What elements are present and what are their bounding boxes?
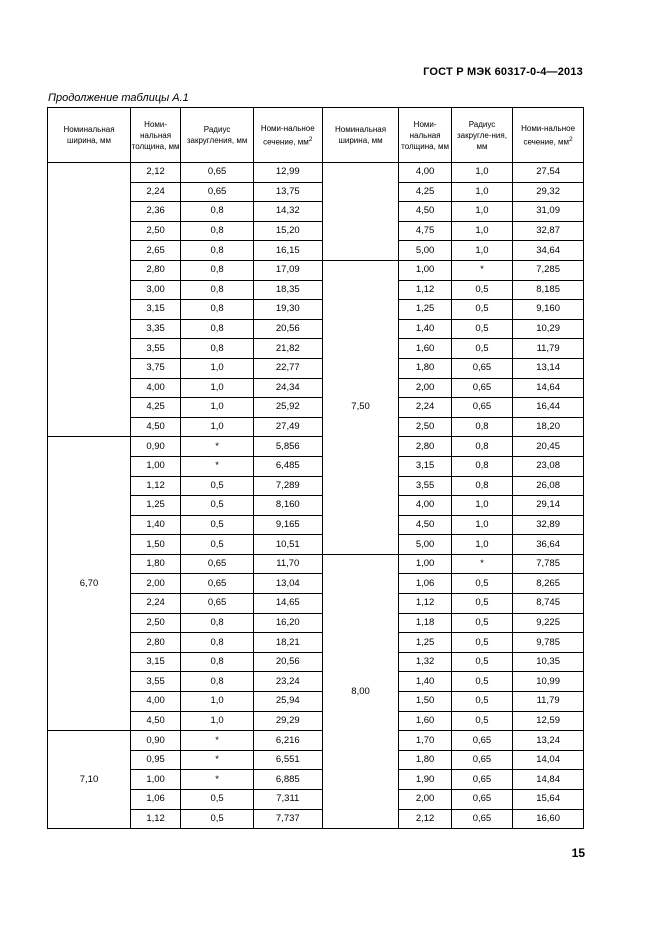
right-radius-cell: 1,0 xyxy=(451,163,512,183)
right-thickness-cell: 2,80 xyxy=(399,437,451,457)
right-thickness-cell: 5,00 xyxy=(399,535,451,555)
right-section-cell: 27,54 xyxy=(513,163,584,183)
right-thickness-cell: 2,00 xyxy=(399,378,451,398)
right-section-cell: 9,225 xyxy=(513,613,584,633)
right-thickness-cell: 1,25 xyxy=(399,633,451,653)
left-thickness-cell: 3,15 xyxy=(131,652,181,672)
col-header-section-right-text: Номи-нальное сечение, мм xyxy=(521,123,576,147)
right-thickness-cell: 1,40 xyxy=(399,319,451,339)
right-thickness-cell: 2,24 xyxy=(399,398,451,418)
right-radius-cell: 0,5 xyxy=(451,594,512,614)
right-section-cell: 34,64 xyxy=(513,241,584,261)
left-section-cell: 13,75 xyxy=(253,182,322,202)
left-radius-cell: 0,8 xyxy=(181,202,254,222)
left-section-cell: 5,856 xyxy=(253,437,322,457)
left-radius-cell: * xyxy=(181,770,254,790)
left-thickness-cell: 0,90 xyxy=(131,437,181,457)
right-radius-cell: 0,65 xyxy=(451,398,512,418)
table-row xyxy=(48,731,584,751)
left-thickness-cell: 1,12 xyxy=(131,476,181,496)
left-section-cell: 8,160 xyxy=(253,496,322,516)
right-radius-cell: 0,5 xyxy=(451,672,512,692)
col-header-section-right xyxy=(513,108,584,163)
left-section-cell: 19,30 xyxy=(253,300,322,320)
left-radius-cell: 0,65 xyxy=(181,182,254,202)
right-thickness-cell: 1,60 xyxy=(399,711,451,731)
left-radius-cell: 0,8 xyxy=(181,319,254,339)
right-thickness-cell: 1,70 xyxy=(399,731,451,751)
left-section-cell: 25,92 xyxy=(253,398,322,418)
left-thickness-cell: 2,24 xyxy=(131,594,181,614)
left-section-cell: 14,32 xyxy=(253,202,322,222)
left-width-cell: 7,10 xyxy=(48,731,131,829)
right-radius-cell: 0,65 xyxy=(451,809,512,829)
right-section-cell: 9,785 xyxy=(513,633,584,653)
right-section-cell: 8,745 xyxy=(513,594,584,614)
left-radius-cell: 1,0 xyxy=(181,398,254,418)
right-thickness-cell: 3,55 xyxy=(399,476,451,496)
left-radius-cell: 1,0 xyxy=(181,358,254,378)
right-section-cell: 20,45 xyxy=(513,437,584,457)
right-thickness-cell: 1,00 xyxy=(399,260,451,280)
left-thickness-cell: 1,00 xyxy=(131,456,181,476)
right-section-cell: 11,79 xyxy=(513,692,584,712)
right-radius-cell: 0,5 xyxy=(451,339,512,359)
right-section-cell: 29,14 xyxy=(513,496,584,516)
right-thickness-cell: 1,40 xyxy=(399,672,451,692)
left-thickness-cell: 3,55 xyxy=(131,672,181,692)
right-thickness-cell: 2,50 xyxy=(399,417,451,437)
right-radius-cell: 1,0 xyxy=(451,515,512,535)
left-radius-cell: 0,5 xyxy=(181,809,254,829)
right-radius-cell: 0,65 xyxy=(451,731,512,751)
right-thickness-cell: 1,18 xyxy=(399,613,451,633)
left-section-cell: 17,09 xyxy=(253,260,322,280)
left-thickness-cell: 3,15 xyxy=(131,300,181,320)
left-section-cell: 6,885 xyxy=(253,770,322,790)
left-thickness-cell: 4,50 xyxy=(131,417,181,437)
left-radius-cell: 0,65 xyxy=(181,574,254,594)
left-thickness-cell: 1,00 xyxy=(131,770,181,790)
right-section-cell: 7,785 xyxy=(513,554,584,574)
right-section-cell: 32,87 xyxy=(513,221,584,241)
left-thickness-cell: 2,80 xyxy=(131,260,181,280)
right-thickness-cell: 1,32 xyxy=(399,652,451,672)
left-radius-cell: 0,5 xyxy=(181,790,254,810)
left-radius-cell: 1,0 xyxy=(181,692,254,712)
left-section-cell: 7,289 xyxy=(253,476,322,496)
right-thickness-cell: 1,12 xyxy=(399,280,451,300)
left-section-cell: 9,165 xyxy=(253,515,322,535)
right-thickness-cell: 2,12 xyxy=(399,809,451,829)
right-section-cell: 26,08 xyxy=(513,476,584,496)
left-section-cell: 15,20 xyxy=(253,221,322,241)
left-thickness-cell: 0,90 xyxy=(131,731,181,751)
table-caption: Продолжение таблицы А.1 xyxy=(48,92,189,104)
right-width-cell: 7,50 xyxy=(322,260,399,554)
left-radius-cell: 0,8 xyxy=(181,300,254,320)
right-radius-cell: 0,5 xyxy=(451,319,512,339)
right-radius-cell: * xyxy=(451,554,512,574)
table-row xyxy=(48,437,584,457)
col-header-thickness-right: Номи-нальная толщина, мм xyxy=(399,108,451,163)
right-section-cell: 15,64 xyxy=(513,790,584,810)
left-thickness-cell: 3,35 xyxy=(131,319,181,339)
col-header-section-text: Номи-нальное сечение, мм xyxy=(260,123,315,147)
left-section-cell: 24,34 xyxy=(253,378,322,398)
left-radius-cell: 0,8 xyxy=(181,260,254,280)
right-thickness-cell: 1,00 xyxy=(399,554,451,574)
left-radius-cell: 1,0 xyxy=(181,417,254,437)
left-radius-cell: 0,5 xyxy=(181,535,254,555)
right-thickness-cell: 1,80 xyxy=(399,750,451,770)
left-thickness-cell: 2,50 xyxy=(131,221,181,241)
left-radius-cell: 0,65 xyxy=(181,554,254,574)
right-radius-cell: 0,65 xyxy=(451,378,512,398)
right-thickness-cell: 4,50 xyxy=(399,202,451,222)
right-radius-cell: 0,65 xyxy=(451,750,512,770)
left-section-cell: 12,99 xyxy=(253,163,322,183)
left-radius-cell: * xyxy=(181,731,254,751)
table-row xyxy=(48,163,584,183)
left-radius-cell: 0,65 xyxy=(181,163,254,183)
col-header-section-sup: 2 xyxy=(308,135,313,143)
right-section-cell: 36,64 xyxy=(513,535,584,555)
right-radius-cell: 1,0 xyxy=(451,496,512,516)
col-header-width-right: Номинальная ширина, мм xyxy=(322,108,399,163)
left-thickness-cell: 2,80 xyxy=(131,633,181,653)
left-thickness-cell: 4,00 xyxy=(131,692,181,712)
col-header-section-right-sup: 2 xyxy=(569,135,573,143)
left-thickness-cell: 0,95 xyxy=(131,750,181,770)
left-radius-cell: 0,8 xyxy=(181,633,254,653)
right-section-cell: 11,79 xyxy=(513,339,584,359)
right-width-cell: 8,00 xyxy=(322,554,399,828)
left-section-cell: 20,56 xyxy=(253,652,322,672)
left-section-cell: 11,70 xyxy=(253,554,322,574)
right-radius-cell: 0,5 xyxy=(451,711,512,731)
col-header-radius-right: Радиус закругле-ния, мм xyxy=(451,108,512,163)
col-header-radius: Радиус закругления, мм xyxy=(181,108,254,163)
right-section-cell: 10,29 xyxy=(513,319,584,339)
right-thickness-cell: 1,50 xyxy=(399,692,451,712)
right-radius-cell: 0,5 xyxy=(451,633,512,653)
left-section-cell: 16,15 xyxy=(253,241,322,261)
left-section-cell: 6,216 xyxy=(253,731,322,751)
left-thickness-cell: 3,55 xyxy=(131,339,181,359)
left-section-cell: 10,51 xyxy=(253,535,322,555)
right-thickness-cell: 4,00 xyxy=(399,163,451,183)
right-section-cell: 12,59 xyxy=(513,711,584,731)
right-section-cell: 10,99 xyxy=(513,672,584,692)
table-body xyxy=(48,163,584,829)
left-width-cell: 6,70 xyxy=(48,437,131,731)
right-radius-cell: 0,5 xyxy=(451,574,512,594)
right-thickness-cell: 1,90 xyxy=(399,770,451,790)
col-header-section xyxy=(253,108,322,163)
right-radius-cell: 0,5 xyxy=(451,280,512,300)
left-radius-cell: 1,0 xyxy=(181,711,254,731)
right-section-cell: 16,44 xyxy=(513,398,584,418)
right-radius-cell: 1,0 xyxy=(451,182,512,202)
left-section-cell: 29,29 xyxy=(253,711,322,731)
right-thickness-cell: 5,00 xyxy=(399,241,451,261)
right-section-cell: 14,64 xyxy=(513,378,584,398)
left-thickness-cell: 1,40 xyxy=(131,515,181,535)
left-radius-cell: 0,8 xyxy=(181,241,254,261)
right-thickness-cell: 1,12 xyxy=(399,594,451,614)
right-radius-cell: 0,65 xyxy=(451,770,512,790)
document-code: ГОСТ Р МЭК 60317-0-4—2013 xyxy=(423,66,583,78)
right-section-cell: 7,285 xyxy=(513,260,584,280)
right-thickness-cell: 1,60 xyxy=(399,339,451,359)
left-thickness-cell: 2,65 xyxy=(131,241,181,261)
left-thickness-cell: 2,12 xyxy=(131,163,181,183)
right-radius-cell: 0,5 xyxy=(451,300,512,320)
left-thickness-cell: 2,24 xyxy=(131,182,181,202)
right-section-cell: 9,160 xyxy=(513,300,584,320)
left-radius-cell: 1,0 xyxy=(181,378,254,398)
left-thickness-cell: 3,75 xyxy=(131,358,181,378)
right-section-cell: 16,60 xyxy=(513,809,584,829)
wire-dimensions-table xyxy=(47,107,584,829)
left-radius-cell: 0,8 xyxy=(181,652,254,672)
right-thickness-cell: 4,75 xyxy=(399,221,451,241)
right-radius-cell: 1,0 xyxy=(451,535,512,555)
right-section-cell: 18,20 xyxy=(513,417,584,437)
left-radius-cell: 0,8 xyxy=(181,613,254,633)
right-section-cell: 10,35 xyxy=(513,652,584,672)
right-radius-cell: 0,65 xyxy=(451,358,512,378)
right-radius-cell: 0,5 xyxy=(451,613,512,633)
left-radius-cell: 0,5 xyxy=(181,496,254,516)
left-section-cell: 6,485 xyxy=(253,456,322,476)
left-section-cell: 13,04 xyxy=(253,574,322,594)
right-thickness-cell: 1,80 xyxy=(399,358,451,378)
right-section-cell: 29,32 xyxy=(513,182,584,202)
right-section-cell: 32,89 xyxy=(513,515,584,535)
left-radius-cell: 0,5 xyxy=(181,515,254,535)
left-section-cell: 18,35 xyxy=(253,280,322,300)
right-thickness-cell: 4,25 xyxy=(399,182,451,202)
left-thickness-cell: 4,25 xyxy=(131,398,181,418)
right-radius-cell: 0,65 xyxy=(451,790,512,810)
left-section-cell: 20,56 xyxy=(253,319,322,339)
left-radius-cell: 0,8 xyxy=(181,672,254,692)
left-section-cell: 6,551 xyxy=(253,750,322,770)
right-radius-cell: * xyxy=(451,260,512,280)
left-section-cell: 7,737 xyxy=(253,809,322,829)
left-section-cell: 7,311 xyxy=(253,790,322,810)
left-section-cell: 27,49 xyxy=(253,417,322,437)
left-radius-cell: * xyxy=(181,437,254,457)
right-thickness-cell: 3,15 xyxy=(399,456,451,476)
right-section-cell: 13,24 xyxy=(513,731,584,751)
right-section-cell: 31,09 xyxy=(513,202,584,222)
left-thickness-cell: 4,50 xyxy=(131,711,181,731)
left-thickness-cell: 1,12 xyxy=(131,809,181,829)
right-section-cell: 14,04 xyxy=(513,750,584,770)
page-number: 15 xyxy=(571,846,585,860)
left-radius-cell: 0,8 xyxy=(181,339,254,359)
left-thickness-cell: 1,25 xyxy=(131,496,181,516)
right-radius-cell: 1,0 xyxy=(451,202,512,222)
left-radius-cell: * xyxy=(181,456,254,476)
left-thickness-cell: 4,00 xyxy=(131,378,181,398)
left-radius-cell: 0,8 xyxy=(181,221,254,241)
right-section-cell: 8,265 xyxy=(513,574,584,594)
left-section-cell: 22,77 xyxy=(253,358,322,378)
left-thickness-cell: 3,00 xyxy=(131,280,181,300)
left-radius-cell: * xyxy=(181,750,254,770)
right-radius-cell: 0,8 xyxy=(451,437,512,457)
left-radius-cell: 0,65 xyxy=(181,594,254,614)
right-thickness-cell: 4,00 xyxy=(399,496,451,516)
left-radius-cell: 0,5 xyxy=(181,476,254,496)
left-section-cell: 14,65 xyxy=(253,594,322,614)
right-radius-cell: 1,0 xyxy=(451,221,512,241)
right-section-cell: 13,14 xyxy=(513,358,584,378)
right-radius-cell: 0,5 xyxy=(451,692,512,712)
left-thickness-cell: 2,50 xyxy=(131,613,181,633)
left-section-cell: 23,24 xyxy=(253,672,322,692)
table-header-row xyxy=(48,108,584,163)
left-width-cell xyxy=(48,163,131,437)
right-radius-cell: 0,8 xyxy=(451,417,512,437)
right-radius-cell: 0,8 xyxy=(451,456,512,476)
right-radius-cell: 0,5 xyxy=(451,652,512,672)
right-thickness-cell: 1,25 xyxy=(399,300,451,320)
left-thickness-cell: 1,06 xyxy=(131,790,181,810)
right-radius-cell: 0,8 xyxy=(451,476,512,496)
left-radius-cell: 0,8 xyxy=(181,280,254,300)
right-section-cell: 8,185 xyxy=(513,280,584,300)
left-thickness-cell: 2,00 xyxy=(131,574,181,594)
right-section-cell: 23,08 xyxy=(513,456,584,476)
right-section-cell: 14,84 xyxy=(513,770,584,790)
left-section-cell: 18,21 xyxy=(253,633,322,653)
right-thickness-cell: 1,06 xyxy=(399,574,451,594)
right-width-cell xyxy=(322,163,399,261)
col-header-width: Номинальная ширина, мм xyxy=(48,108,131,163)
right-thickness-cell: 2,00 xyxy=(399,790,451,810)
left-section-cell: 16,20 xyxy=(253,613,322,633)
col-header-thickness: Номи-нальная толщина, мм xyxy=(131,108,181,163)
left-thickness-cell: 1,50 xyxy=(131,535,181,555)
left-section-cell: 21,82 xyxy=(253,339,322,359)
left-section-cell: 25,94 xyxy=(253,692,322,712)
right-thickness-cell: 4,50 xyxy=(399,515,451,535)
left-thickness-cell: 2,36 xyxy=(131,202,181,222)
right-radius-cell: 1,0 xyxy=(451,241,512,261)
left-thickness-cell: 1,80 xyxy=(131,554,181,574)
